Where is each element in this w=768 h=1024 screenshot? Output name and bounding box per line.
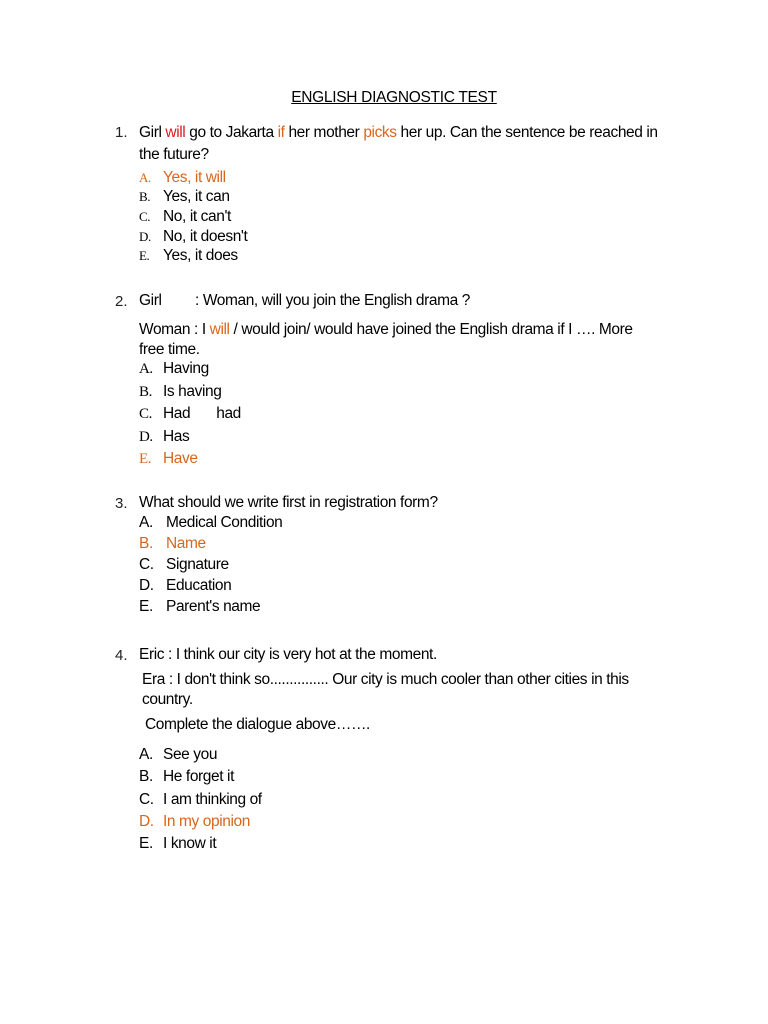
option-text: In my opinion bbox=[163, 813, 250, 830]
option-letter: D. bbox=[139, 429, 153, 445]
q1-highlight-will: will bbox=[165, 124, 186, 141]
q1-text-part: her up. Can the sentence be reached in bbox=[396, 124, 658, 141]
question-1-text bbox=[139, 122, 658, 144]
q1-text-part: her mother bbox=[284, 124, 364, 141]
q3-option-d bbox=[139, 577, 231, 595]
question-1-number: 1. bbox=[115, 124, 128, 141]
q1-text-part: Girl bbox=[139, 124, 166, 141]
option-text: Had bbox=[163, 405, 191, 422]
question-3-number: 3. bbox=[115, 495, 128, 512]
q3-option-e bbox=[139, 598, 260, 616]
q1-option-b bbox=[139, 188, 230, 206]
q4-instruction: Complete the dialogue above……. bbox=[145, 716, 370, 733]
q4-era-line: Era : I don't think so............... Our city is much cooler than other cities in this bbox=[142, 671, 629, 688]
q4-option-b bbox=[139, 768, 234, 786]
question-2-number: 2. bbox=[115, 293, 128, 310]
option-text: See you bbox=[163, 746, 218, 763]
option-text: Have bbox=[163, 450, 198, 467]
q2-text-part: / would join/ would have joined the English drama if I …. More bbox=[229, 321, 633, 338]
q3-option-b bbox=[139, 535, 206, 553]
option-letter: A. bbox=[139, 746, 153, 763]
q1-option-d bbox=[139, 228, 247, 246]
q1-highlight-picks: picks bbox=[363, 124, 397, 141]
q4-eric-line: Eric : I think our city is very hot at the moment. bbox=[139, 646, 437, 663]
option-text: Having bbox=[163, 360, 209, 377]
option-text: Medical Condition bbox=[166, 514, 283, 531]
option-letter: B. bbox=[139, 189, 151, 204]
option-text: No, it can't bbox=[163, 208, 231, 225]
q2-text-part: : I bbox=[190, 321, 210, 338]
question-1-text-line2: the future? bbox=[139, 146, 209, 163]
option-text: He forget it bbox=[163, 768, 235, 785]
q1-text-part: go to Jakarta bbox=[185, 124, 278, 141]
q4-option-a bbox=[139, 746, 217, 764]
q4-era-line2: country. bbox=[142, 691, 193, 708]
option-letter: E. bbox=[139, 451, 152, 467]
option-letter: C. bbox=[139, 556, 154, 573]
q3-option-a bbox=[139, 514, 282, 532]
q2-girl-line: : Woman, will you join the English drama ? bbox=[195, 292, 470, 309]
option-text: No, it doesn't bbox=[163, 228, 248, 245]
q2-option-e bbox=[139, 450, 198, 468]
option-letter: E. bbox=[139, 248, 150, 263]
option-text: Parent's name bbox=[166, 598, 261, 615]
document-title: ENGLISH DIAGNOSTIC TEST bbox=[291, 89, 497, 106]
q2-highlight-will: will bbox=[209, 321, 230, 338]
option-letter: C. bbox=[139, 209, 151, 224]
option-text: Yes, it can bbox=[163, 188, 230, 205]
option-text: I am thinking of bbox=[163, 791, 262, 808]
q1-highlight-if: if bbox=[277, 124, 285, 141]
option-letter: B. bbox=[139, 768, 153, 785]
q4-option-c bbox=[139, 791, 262, 809]
option-text: Name bbox=[166, 535, 206, 552]
option-text: Yes, it will bbox=[163, 169, 226, 186]
option-letter: E. bbox=[139, 598, 153, 615]
q4-option-d bbox=[139, 813, 250, 831]
option-text: Has bbox=[163, 428, 190, 445]
option-text: Is having bbox=[163, 383, 222, 400]
q2-woman-line bbox=[139, 321, 633, 339]
option-text: Yes, it does bbox=[163, 247, 238, 264]
option-extra-text: had bbox=[216, 405, 241, 422]
q1-option-c bbox=[139, 208, 231, 226]
question-4-number: 4. bbox=[115, 647, 128, 664]
option-letter: B. bbox=[139, 384, 152, 400]
option-letter: B. bbox=[139, 535, 153, 552]
q2-woman-label: Woman bbox=[139, 321, 191, 338]
option-text: Education bbox=[166, 577, 232, 594]
q1-option-a bbox=[139, 169, 226, 187]
q3-option-c bbox=[139, 556, 229, 574]
option-text: I know it bbox=[163, 835, 217, 852]
option-letter: D. bbox=[139, 229, 151, 244]
option-letter: E. bbox=[139, 835, 153, 852]
option-letter: C. bbox=[139, 791, 154, 808]
option-letter: D. bbox=[139, 577, 154, 594]
option-letter: A. bbox=[139, 514, 153, 531]
q1-option-e bbox=[139, 247, 238, 265]
q2-option-c bbox=[139, 405, 241, 423]
option-letter: A. bbox=[139, 170, 151, 185]
q4-option-e bbox=[139, 835, 216, 853]
option-letter: D. bbox=[139, 813, 154, 830]
q2-option-b bbox=[139, 383, 221, 401]
q2-woman-line2: free time. bbox=[139, 341, 200, 358]
option-letter: C. bbox=[139, 406, 152, 422]
q2-girl-label: Girl bbox=[139, 292, 162, 309]
q2-option-a bbox=[139, 360, 209, 378]
question-3-text: What should we write first in registration form? bbox=[139, 494, 438, 511]
option-letter: A. bbox=[139, 361, 153, 377]
option-text: Signature bbox=[166, 556, 229, 573]
q2-option-d bbox=[139, 428, 189, 446]
